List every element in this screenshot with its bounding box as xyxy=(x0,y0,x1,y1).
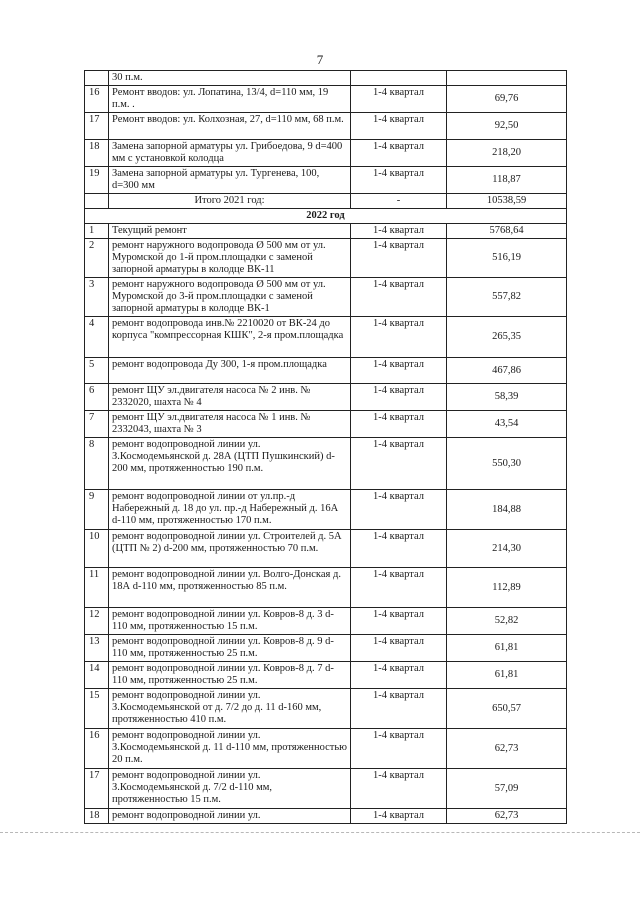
row-number: 3 xyxy=(85,278,109,317)
work-amount: 184,88 xyxy=(447,490,567,530)
work-description: ремонт водопроводной линии ул. xyxy=(109,809,351,824)
works-table xyxy=(84,70,567,824)
row-number: 10 xyxy=(85,530,109,568)
work-period: 1-4 квартал xyxy=(351,86,447,113)
work-period: 1-4 квартал xyxy=(351,662,447,689)
work-amount: 118,87 xyxy=(447,167,567,194)
row-number: 5 xyxy=(85,358,109,384)
row-number xyxy=(85,71,109,86)
work-description: Текущий ремонт xyxy=(109,224,351,239)
work-amount: 550,30 xyxy=(447,438,567,490)
work-amount: 650,57 xyxy=(447,689,567,729)
row-number: 4 xyxy=(85,317,109,358)
work-amount: 69,76 xyxy=(447,86,567,113)
work-amount: 52,82 xyxy=(447,608,567,635)
table-row xyxy=(85,317,567,358)
row-number: 17 xyxy=(85,113,109,140)
work-period: 1-4 квартал xyxy=(351,113,447,140)
table-row xyxy=(85,662,567,689)
table-row xyxy=(85,140,567,167)
work-description: ремонт водопроводной линии ул. Волго-Донская д. 18А d-110 мм, протяженностью 85 п.м. xyxy=(109,568,351,608)
row-number: 2 xyxy=(85,239,109,278)
work-amount: 10538,59 xyxy=(447,194,567,209)
work-amount: 62,73 xyxy=(447,809,567,824)
row-number: 7 xyxy=(85,411,109,438)
row-number: 11 xyxy=(85,568,109,608)
table-row xyxy=(85,224,567,239)
work-description: ремонт наружного водопровода Ø 500 мм от ул. Муромской до 3-й пром.площадки с заменой запорной арматуры в колодце ВК-1 xyxy=(109,278,351,317)
work-period: 1-4 квартал xyxy=(351,490,447,530)
work-amount: 58,39 xyxy=(447,384,567,411)
work-amount: 92,50 xyxy=(447,113,567,140)
year-header: 2022 год xyxy=(85,209,567,224)
work-period: 1-4 квартал xyxy=(351,769,447,809)
work-period: 1-4 квартал xyxy=(351,140,447,167)
work-amount: 265,35 xyxy=(447,317,567,358)
table-row xyxy=(85,239,567,278)
table-row xyxy=(85,769,567,809)
work-description: ремонт водопроводной линии ул. Ковров-8 д. 7 d-110 мм, протяженностью 25 п.м. xyxy=(109,662,351,689)
row-number: 19 xyxy=(85,167,109,194)
work-description: ремонт водопроводной линии ул. Ковров-8 д. 3 d-110 мм, протяженностью 15 п.м. xyxy=(109,608,351,635)
work-description: ремонт водопроводной линии ул. З.Космодемьянской д. 11 d-110 мм, протяженностью 20 п.м. xyxy=(109,729,351,769)
work-period: 1-4 квартал xyxy=(351,729,447,769)
work-period xyxy=(351,71,447,86)
table-row xyxy=(85,608,567,635)
work-amount: 43,54 xyxy=(447,411,567,438)
work-description: ремонт ЩУ эл.двигателя насоса № 1 инв. № 2332043, шахта № 3 xyxy=(109,411,351,438)
work-description: ремонт водопровода инв.№ 2210020 от ВК-24 до корпуса "компрессорная КШК", 2-я пром.площадка xyxy=(109,317,351,358)
work-period: 1-4 квартал xyxy=(351,608,447,635)
row-number: 8 xyxy=(85,438,109,490)
table-row xyxy=(85,278,567,317)
work-amount: 516,19 xyxy=(447,239,567,278)
work-period: 1-4 квартал xyxy=(351,689,447,729)
table-row xyxy=(85,438,567,490)
scan-artifact-line xyxy=(0,832,640,833)
work-amount: 61,81 xyxy=(447,635,567,662)
work-amount: 214,30 xyxy=(447,530,567,568)
table-row xyxy=(85,167,567,194)
row-number: 9 xyxy=(85,490,109,530)
row-number xyxy=(85,194,109,209)
table-row xyxy=(85,86,567,113)
page-number: 7 xyxy=(316,52,324,67)
table-row xyxy=(85,209,567,224)
row-number: 15 xyxy=(85,689,109,729)
table-row xyxy=(85,530,567,568)
table-row xyxy=(85,729,567,769)
work-period: 1-4 квартал xyxy=(351,384,447,411)
table-row xyxy=(85,384,567,411)
work-amount: 112,89 xyxy=(447,568,567,608)
table-row xyxy=(85,809,567,824)
row-number: 13 xyxy=(85,635,109,662)
work-amount xyxy=(447,71,567,86)
work-amount: 557,82 xyxy=(447,278,567,317)
row-number: 18 xyxy=(85,809,109,824)
works-table-body xyxy=(85,71,567,824)
table-row xyxy=(85,411,567,438)
work-description: ремонт наружного водопровода Ø 500 мм от ул. Муромской до 1-й пром.площадки с заменой запорной арматуры в колодце ВК-11 xyxy=(109,239,351,278)
work-period: 1-4 квартал xyxy=(351,167,447,194)
table-row xyxy=(85,490,567,530)
work-description: ремонт водопроводной линии ул. Ковров-8 д. 9 d-110 мм, протяженностью 25 п.м. xyxy=(109,635,351,662)
table-row xyxy=(85,635,567,662)
work-amount: 62,73 xyxy=(447,729,567,769)
work-amount: 61,81 xyxy=(447,662,567,689)
row-number: 14 xyxy=(85,662,109,689)
table-row xyxy=(85,71,567,86)
work-period: 1-4 квартал xyxy=(351,358,447,384)
row-number: 6 xyxy=(85,384,109,411)
row-number: 17 xyxy=(85,769,109,809)
work-period: 1-4 квартал xyxy=(351,411,447,438)
work-amount: 218,20 xyxy=(447,140,567,167)
work-period: 1-4 квартал xyxy=(351,635,447,662)
work-description: Ремонт вводов: ул. Лопатина, 13/4, d=110 мм, 19 п.м. . xyxy=(109,86,351,113)
work-description: ремонт водопроводной линии от ул.пр.-д Набережный д. 18 до ул. пр.-д Набережный д. 16А d-110 мм, протяженностью 170 п.м. xyxy=(109,490,351,530)
work-description: Замена запорной арматуры ул. Грибоедова, 9 d=400 мм с установкой колодца xyxy=(109,140,351,167)
work-period: 1-4 квартал xyxy=(351,224,447,239)
work-period: 1-4 квартал xyxy=(351,809,447,824)
table-row xyxy=(85,568,567,608)
work-period: 1-4 квартал xyxy=(351,278,447,317)
table-row xyxy=(85,113,567,140)
table-row xyxy=(85,689,567,729)
work-description: Ремонт вводов: ул. Колхозная, 27, d=110 мм, 68 п.м. xyxy=(109,113,351,140)
work-description: Итого 2021 год: xyxy=(109,194,351,209)
work-description: ремонт водопроводной линии ул. З.Космодемьянской д. 28А (ЦТП Пушкинский) d-200 мм, протяженностью 190 п.м. xyxy=(109,438,351,490)
work-description: ремонт водопроводной линии ул. З.Космодемьянской от д. 7/2 до д. 11 d-160 мм, протяженностью 410 п.м. xyxy=(109,689,351,729)
row-number: 16 xyxy=(85,86,109,113)
work-period: 1-4 квартал xyxy=(351,239,447,278)
work-description: 30 п.м. xyxy=(109,71,351,86)
work-amount: 5768,64 xyxy=(447,224,567,239)
work-description: ремонт водопроводной линии ул. Строителей д. 5А (ЦТП № 2) d-200 мм, протяженностью 70 п.м. xyxy=(109,530,351,568)
row-number: 18 xyxy=(85,140,109,167)
row-number: 12 xyxy=(85,608,109,635)
work-amount: 467,86 xyxy=(447,358,567,384)
work-period: 1-4 квартал xyxy=(351,568,447,608)
table-row xyxy=(85,358,567,384)
row-number: 1 xyxy=(85,224,109,239)
work-description: ремонт водопроводной линии ул. З.Космодемьянской д. 7/2 d-110 мм, протяженностью 15 п.м. xyxy=(109,769,351,809)
table-row xyxy=(85,194,567,209)
work-description: ремонт водопровода Ду 300, 1-я пром.площадка xyxy=(109,358,351,384)
work-period: - xyxy=(351,194,447,209)
work-description: ремонт ЩУ эл.двигателя насоса № 2 инв. № 2332020, шахта № 4 xyxy=(109,384,351,411)
work-amount: 57,09 xyxy=(447,769,567,809)
row-number: 16 xyxy=(85,729,109,769)
work-period: 1-4 квартал xyxy=(351,438,447,490)
work-description: Замена запорной арматуры ул. Тургенева, 100, d=300 мм xyxy=(109,167,351,194)
work-period: 1-4 квартал xyxy=(351,317,447,358)
work-period: 1-4 квартал xyxy=(351,530,447,568)
